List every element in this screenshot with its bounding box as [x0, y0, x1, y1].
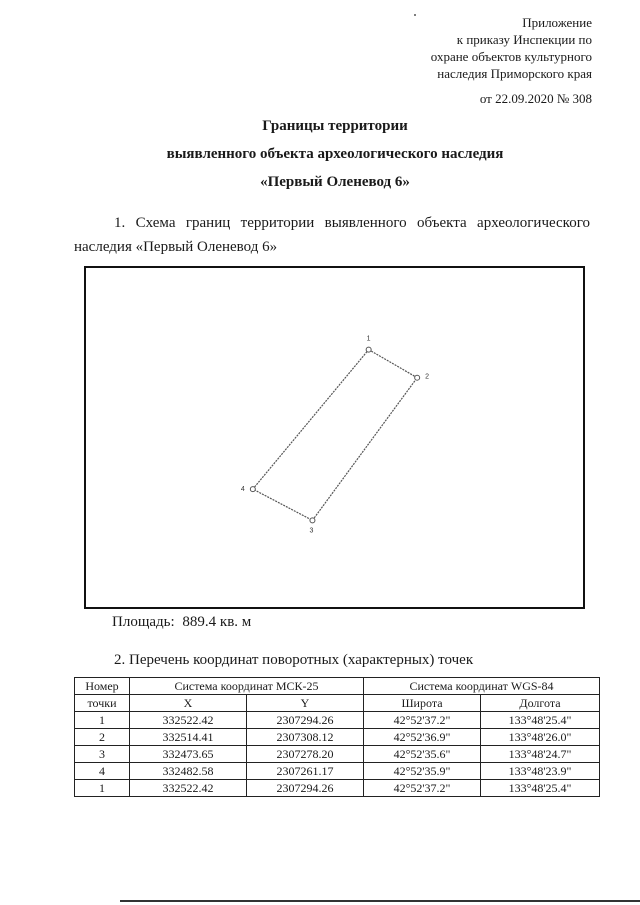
- order-date: от 22.09.2020 № 308: [479, 91, 592, 106]
- cell-latitude: 42°52'35.9": [364, 763, 481, 780]
- appendix-line: Приложение: [522, 15, 592, 30]
- table-row: [75, 729, 600, 746]
- document-title-line-2: выявленного объекта археологического наследия: [166, 146, 504, 162]
- cell-latitude: 42°52'37.2": [364, 712, 481, 729]
- boundary-point-marker: [310, 518, 315, 523]
- boundary-point-marker: [366, 347, 371, 352]
- cell-y: 2307278.20: [247, 746, 364, 763]
- boundary-point-label: 4: [240, 486, 245, 494]
- cell-longitude: 133°48'24.7": [481, 746, 600, 763]
- section-1-line-2: наследия «Первый Оленевод 6»: [74, 239, 278, 255]
- appendix-line: охране объектов культурного: [430, 49, 592, 64]
- boundary-scheme: [84, 266, 585, 609]
- area-statement: [112, 614, 251, 631]
- cell-x: 332522.42: [130, 780, 247, 797]
- boundary-point-label: 1: [366, 335, 371, 343]
- table-row: [75, 763, 600, 780]
- boundary-scheme-drawing: [86, 268, 583, 607]
- cell-point-number: 1: [75, 712, 130, 729]
- cell-y: 2307261.17: [247, 763, 364, 780]
- cell-longitude: 133°48'26.0": [481, 729, 600, 746]
- cell-point-number: 2: [75, 729, 130, 746]
- table-row: [75, 780, 600, 797]
- header-wgs84: Система координат WGS-84: [364, 678, 600, 695]
- scan-edge-line: [120, 900, 640, 902]
- boundary-point-label: 3: [309, 527, 314, 535]
- appendix-header: [431, 14, 592, 82]
- cell-point-number: 3: [75, 746, 130, 763]
- cell-longitude: 133°48'25.4": [481, 712, 600, 729]
- header-point-number: [75, 678, 130, 695]
- section-1-line-1: 1. Схема границ территории выявленного объекта археологического: [114, 215, 590, 231]
- header-point-number-bottom: точки: [75, 695, 130, 712]
- section-2-heading: 2. Перечень координат поворотных (характерных) точек: [114, 652, 474, 668]
- header-latitude: Широта: [364, 695, 481, 712]
- coordinates-table-body: [75, 712, 600, 797]
- header-y: Y: [247, 695, 364, 712]
- cell-x: 332482.58: [130, 763, 247, 780]
- cell-point-number: 1: [75, 780, 130, 797]
- cell-y: 2307308.12: [247, 729, 364, 746]
- document-title-line-3: «Первый Оленевод 6»: [260, 174, 410, 190]
- header-point-number-top: Номер: [85, 678, 119, 693]
- header-longitude: Долгота: [481, 695, 600, 712]
- cell-longitude: 133°48'25.4": [481, 780, 600, 797]
- table-row: [75, 712, 600, 729]
- coordinates-table: [74, 677, 600, 797]
- cell-x: 332522.42: [130, 712, 247, 729]
- boundary-point-marker: [250, 487, 255, 492]
- header-x: X: [130, 695, 247, 712]
- cell-y: 2307294.26: [247, 780, 364, 797]
- appendix-line: к приказу Инспекции по: [456, 32, 592, 47]
- header-msk25: Система координат МСК-25: [130, 678, 364, 695]
- document-title-line-1: Границы территории: [262, 118, 408, 134]
- boundary-point-marker: [415, 375, 420, 380]
- cell-y: 2307294.26: [247, 712, 364, 729]
- table-row: [75, 746, 600, 763]
- cell-latitude: 42°52'36.9": [364, 729, 481, 746]
- area-label: Площадь:: [112, 614, 175, 630]
- cell-longitude: 133°48'23.9": [481, 763, 600, 780]
- boundary-polygon: [253, 350, 417, 521]
- section-1-heading: [74, 211, 590, 259]
- cell-x: 332514.41: [130, 729, 247, 746]
- area-value: 889.4 кв. м: [182, 614, 252, 630]
- cell-latitude: 42°52'37.2": [364, 780, 481, 797]
- scan-speck: [414, 14, 416, 16]
- cell-point-number: 4: [75, 763, 130, 780]
- boundary-point-label: 2: [425, 373, 430, 381]
- cell-latitude: 42°52'35.6": [364, 746, 481, 763]
- cell-x: 332473.65: [130, 746, 247, 763]
- appendix-line: наследия Приморского края: [437, 66, 592, 81]
